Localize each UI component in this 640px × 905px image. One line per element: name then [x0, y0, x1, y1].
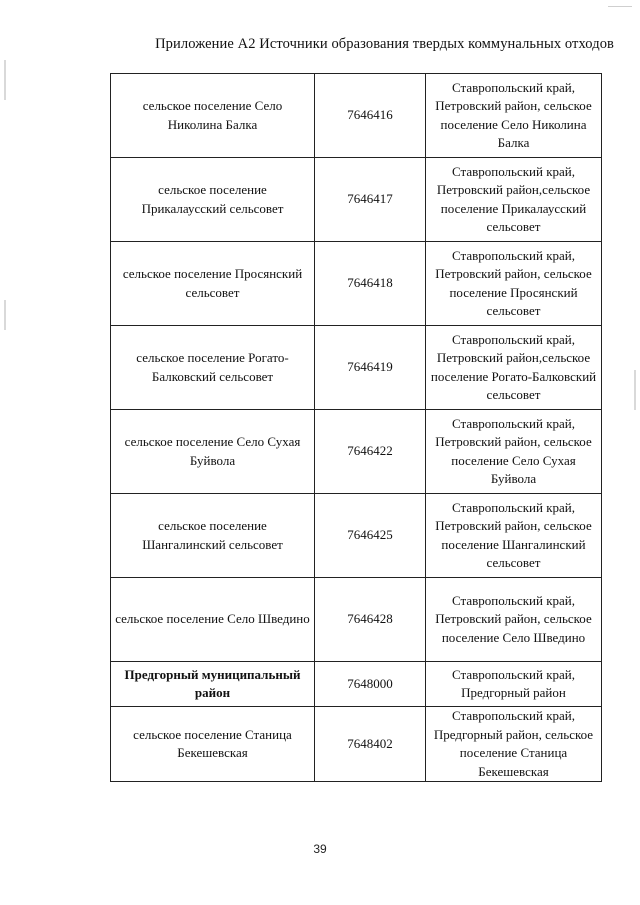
scan-edge-mark: [634, 370, 636, 410]
district-row: [111, 662, 602, 707]
oktmo-code-cell: 7646416: [315, 74, 426, 158]
table-row: [111, 410, 602, 494]
oktmo-code-cell: 7648402: [315, 707, 426, 782]
location-cell: Ставропольский край, Петровский район,сельское поселение Рогато-Балковский сельсовет: [426, 326, 602, 410]
settlement-name-cell: сельское поселение Просянский сельсовет: [111, 242, 315, 326]
scan-corner-mark: [608, 6, 632, 7]
settlement-name-cell: сельское поселение Село Шведино: [111, 578, 315, 662]
oktmo-code-cell: 7646425: [315, 494, 426, 578]
settlement-name-cell: сельское поселение Шангалинский сельсовет: [111, 494, 315, 578]
table-row: [111, 494, 602, 578]
scan-edge-mark: [4, 60, 6, 100]
page-header-title: Приложение А2 Источники образования твердых коммунальных отходов: [155, 36, 614, 52]
waste-sources-table: [110, 73, 602, 782]
table-row: [111, 326, 602, 410]
location-cell: Ставропольский край, Петровский район, сельское поселение Село Шведино: [426, 578, 602, 662]
table-row: [111, 242, 602, 326]
location-cell: Ставропольский край, Петровский район, сельское поселение Шангалинский сельсовет: [426, 494, 602, 578]
table-row: [111, 707, 602, 782]
oktmo-code-cell: 7646422: [315, 410, 426, 494]
table-row: [111, 158, 602, 242]
settlement-name-cell: сельское поселение Станица Бекешевская: [111, 707, 315, 782]
oktmo-code-cell: 7646417: [315, 158, 426, 242]
oktmo-code-cell: 7648000: [315, 662, 426, 707]
table-row: [111, 578, 602, 662]
location-cell: Ставропольский край, Предгорный район: [426, 662, 602, 707]
location-cell: Ставропольский край, Петровский район, сельское поселение Село Николина Балка: [426, 74, 602, 158]
location-cell: Ставропольский край, Предгорный район, сельское поселение Станица Бекешевская: [426, 707, 602, 782]
oktmo-code-cell: 7646419: [315, 326, 426, 410]
location-cell: Ставропольский край, Петровский район, сельское поселение Село Сухая Буйвола: [426, 410, 602, 494]
settlement-name-cell: сельское поселение Село Николина Балка: [111, 74, 315, 158]
settlement-name-cell: сельское поселение Прикалаусский сельсовет: [111, 158, 315, 242]
page-number: 39: [313, 842, 327, 856]
oktmo-code-cell: 7646418: [315, 242, 426, 326]
settlement-name-cell: сельское поселение Село Сухая Буйвола: [111, 410, 315, 494]
district-name-cell: Предгорный муниципальный район: [111, 662, 315, 707]
location-cell: Ставропольский край, Петровский район, сельское поселение Просянский сельсовет: [426, 242, 602, 326]
table-row: [111, 74, 602, 158]
settlement-name-cell: сельское поселение Рогато-Балковский сельсовет: [111, 326, 315, 410]
location-cell: Ставропольский край, Петровский район,сельское поселение Прикалаусский сельсовет: [426, 158, 602, 242]
oktmo-code-cell: 7646428: [315, 578, 426, 662]
scan-edge-mark: [4, 300, 6, 330]
